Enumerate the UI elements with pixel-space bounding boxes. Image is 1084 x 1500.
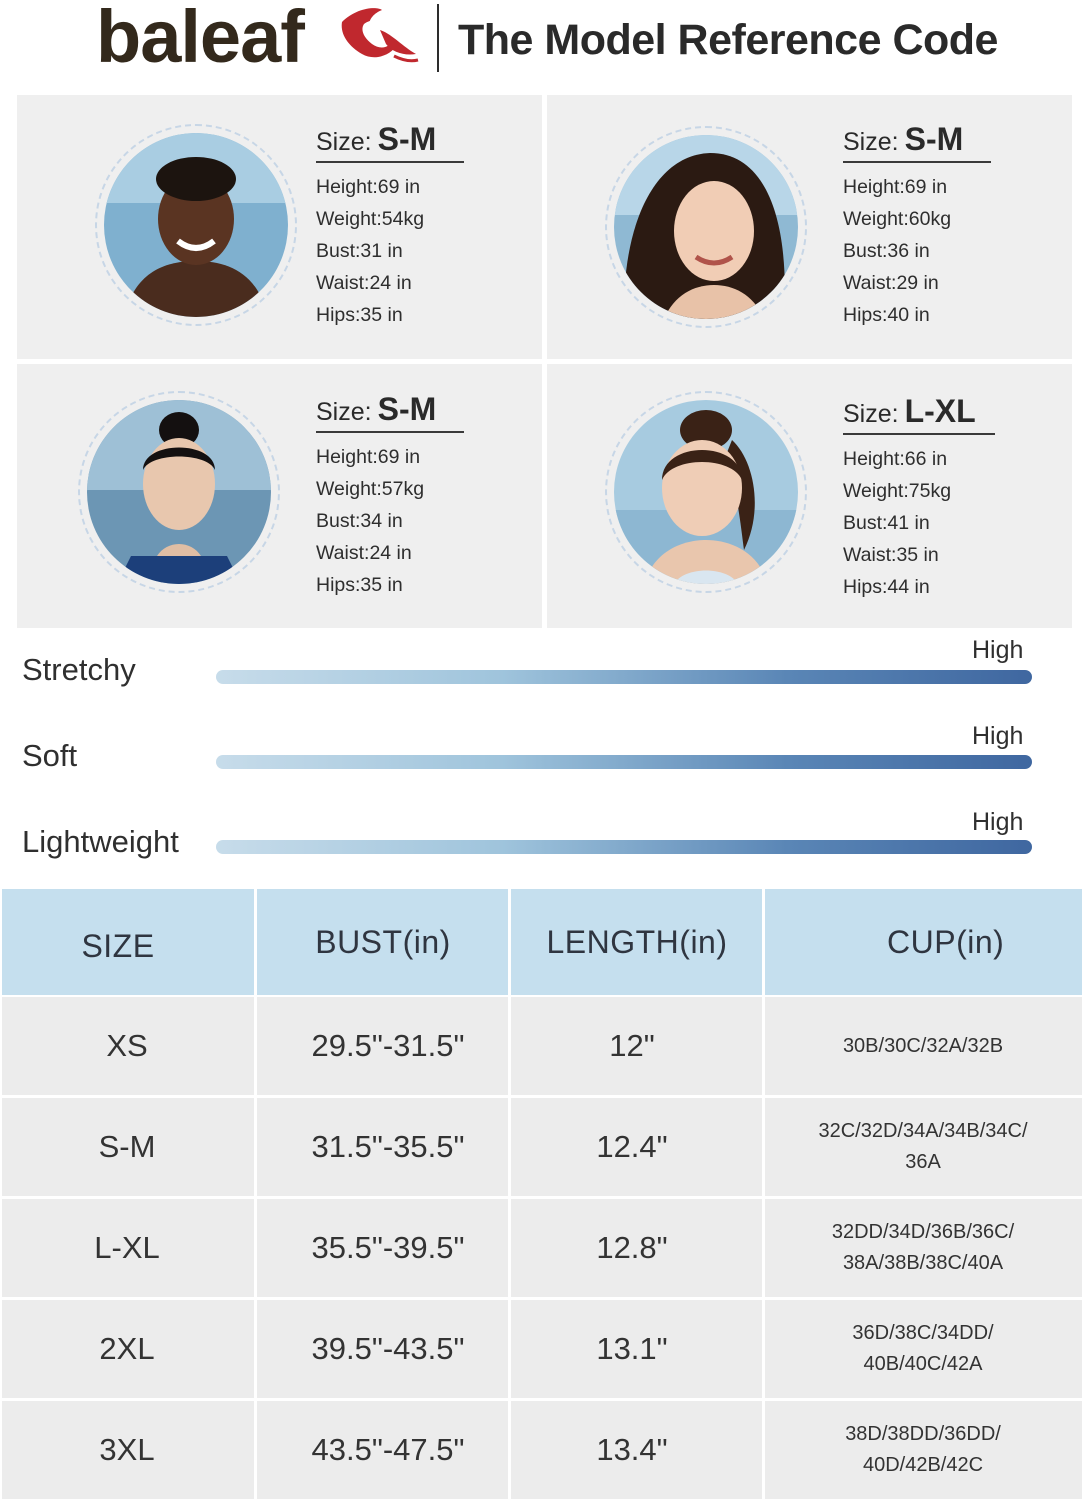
bust-text: Bust:31 in xyxy=(316,240,403,262)
cup-line: 40B/40C/42A xyxy=(863,1353,983,1375)
cell-cup xyxy=(765,1401,1081,1499)
cell-size: XS xyxy=(106,1028,148,1063)
waist-text: Waist:29 in xyxy=(843,272,939,294)
model-photo-3 xyxy=(87,400,271,584)
cup-line: 32C/32D/34A/34B/34C/ xyxy=(818,1120,1028,1142)
column-divider xyxy=(762,889,765,1500)
cell-size: 2XL xyxy=(99,1331,155,1366)
table-row xyxy=(2,1300,1082,1398)
size-underline xyxy=(843,161,991,163)
size-line xyxy=(316,121,464,159)
feature-stretchy xyxy=(0,636,1084,706)
cell-size: S-M xyxy=(98,1129,156,1164)
model-photo-2 xyxy=(614,135,798,319)
cell-length: 12.8" xyxy=(596,1230,668,1265)
cell-length: 12" xyxy=(609,1028,655,1063)
cup-line: 40D/42B/42C xyxy=(862,1454,984,1476)
page-title: The Model Reference Code xyxy=(458,16,998,64)
feature-label: Soft xyxy=(22,738,78,773)
cell-bust: 43.5"-47.5" xyxy=(311,1432,465,1467)
cell-cup xyxy=(765,1199,1081,1297)
height-text: Height:69 in xyxy=(316,176,421,198)
size-value: L-XL xyxy=(904,393,976,429)
model-card-1 xyxy=(17,95,542,359)
cell-length: 12.4" xyxy=(596,1129,668,1164)
model-info-2 xyxy=(843,121,991,331)
feature-lightweight xyxy=(0,808,1084,878)
size-underline xyxy=(316,431,464,433)
cup-line: 36D/38C/34DD/ xyxy=(852,1322,994,1344)
table-row xyxy=(2,1401,1082,1499)
model-card-2 xyxy=(547,95,1072,359)
column-divider xyxy=(254,889,257,1500)
waist-text: Waist:35 in xyxy=(843,544,939,566)
size-value: S-M xyxy=(377,121,437,157)
feature-bar xyxy=(216,670,1032,684)
size-line xyxy=(843,393,995,431)
model-info-1 xyxy=(316,121,464,331)
column-divider xyxy=(508,889,511,1500)
feature-level: High xyxy=(972,636,1024,664)
size-underline xyxy=(316,161,464,163)
size-label: Size: xyxy=(316,398,372,426)
model-info-3 xyxy=(316,391,464,601)
header-length: LENGTH(in) xyxy=(546,923,728,960)
size-label: Size: xyxy=(316,128,372,156)
header-divider xyxy=(437,4,439,72)
cell-bust: 39.5"-43.5" xyxy=(311,1331,465,1366)
cell-length: 13.1" xyxy=(596,1331,668,1366)
cell-bust: 35.5"-39.5" xyxy=(311,1230,465,1265)
size-line xyxy=(843,121,991,159)
leaf-flame-logo-icon xyxy=(336,4,420,68)
cell-size: 3XL xyxy=(99,1432,155,1467)
bust-text: Bust:41 in xyxy=(843,512,930,534)
hips-text: Hips:35 in xyxy=(316,574,403,596)
cell-bust: 29.5"-31.5" xyxy=(311,1028,465,1063)
waist-text: Waist:24 in xyxy=(316,542,412,564)
weight-text: Weight:54kg xyxy=(316,208,425,230)
height-text: Height:66 in xyxy=(843,448,948,470)
hips-text: Hips:40 in xyxy=(843,304,930,326)
height-text: Height:69 in xyxy=(843,176,948,198)
header-cup: CUP(in) xyxy=(887,923,1005,960)
hips-text: Hips:35 in xyxy=(316,304,403,326)
feature-soft xyxy=(0,722,1084,792)
header-bust: BUST(in) xyxy=(315,923,451,960)
cell-length: 13.4" xyxy=(596,1432,668,1467)
cup-line: 38D/38DD/36DD/ xyxy=(845,1423,1001,1445)
hips-text: Hips:44 in xyxy=(843,576,930,598)
model-info-4 xyxy=(843,393,995,603)
cup-line: 32DD/34D/36B/36C/ xyxy=(831,1221,1015,1243)
cup-line: 38A/38B/38C/40A xyxy=(842,1252,1004,1274)
page-header xyxy=(0,0,1084,88)
bust-text: Bust:34 in xyxy=(316,510,403,532)
feature-label: Lightweight xyxy=(22,824,179,859)
cell-bust: 31.5"-35.5" xyxy=(311,1129,465,1164)
weight-text: Weight:75kg xyxy=(843,480,952,502)
header-size: SIZE xyxy=(81,927,155,964)
waist-text: Waist:24 in xyxy=(316,272,412,294)
model-photo-4 xyxy=(614,400,798,584)
brand-wordmark: baleaf xyxy=(96,0,304,78)
cup-line: 30B/30C/32A/32B xyxy=(842,1034,1004,1057)
table-row xyxy=(2,1199,1082,1297)
feature-level: High xyxy=(972,722,1024,750)
cell-size: L-XL xyxy=(94,1230,160,1265)
size-value: S-M xyxy=(904,121,964,157)
size-label: Size: xyxy=(843,128,899,156)
feature-bar xyxy=(216,840,1032,854)
size-label: Size: xyxy=(843,400,899,428)
table-row xyxy=(2,1098,1082,1196)
model-card-4 xyxy=(547,364,1072,628)
size-line xyxy=(316,391,464,429)
cell-cup xyxy=(765,997,1081,1095)
model-photo-1 xyxy=(104,133,288,317)
cell-cup xyxy=(765,1300,1081,1398)
bust-text: Bust:36 in xyxy=(843,240,930,262)
weight-text: Weight:57kg xyxy=(316,478,425,500)
model-card-3 xyxy=(17,364,542,628)
feature-level: High xyxy=(972,808,1024,836)
feature-label: Stretchy xyxy=(22,652,136,687)
height-text: Height:69 in xyxy=(316,446,421,468)
cell-cup xyxy=(765,1098,1081,1196)
table-header xyxy=(2,889,1082,995)
size-underline xyxy=(843,433,995,435)
feature-bar xyxy=(216,755,1032,769)
cup-line: 36A xyxy=(905,1151,941,1173)
size-value: S-M xyxy=(377,391,437,427)
table-row xyxy=(2,997,1082,1095)
weight-text: Weight:60kg xyxy=(843,208,952,230)
